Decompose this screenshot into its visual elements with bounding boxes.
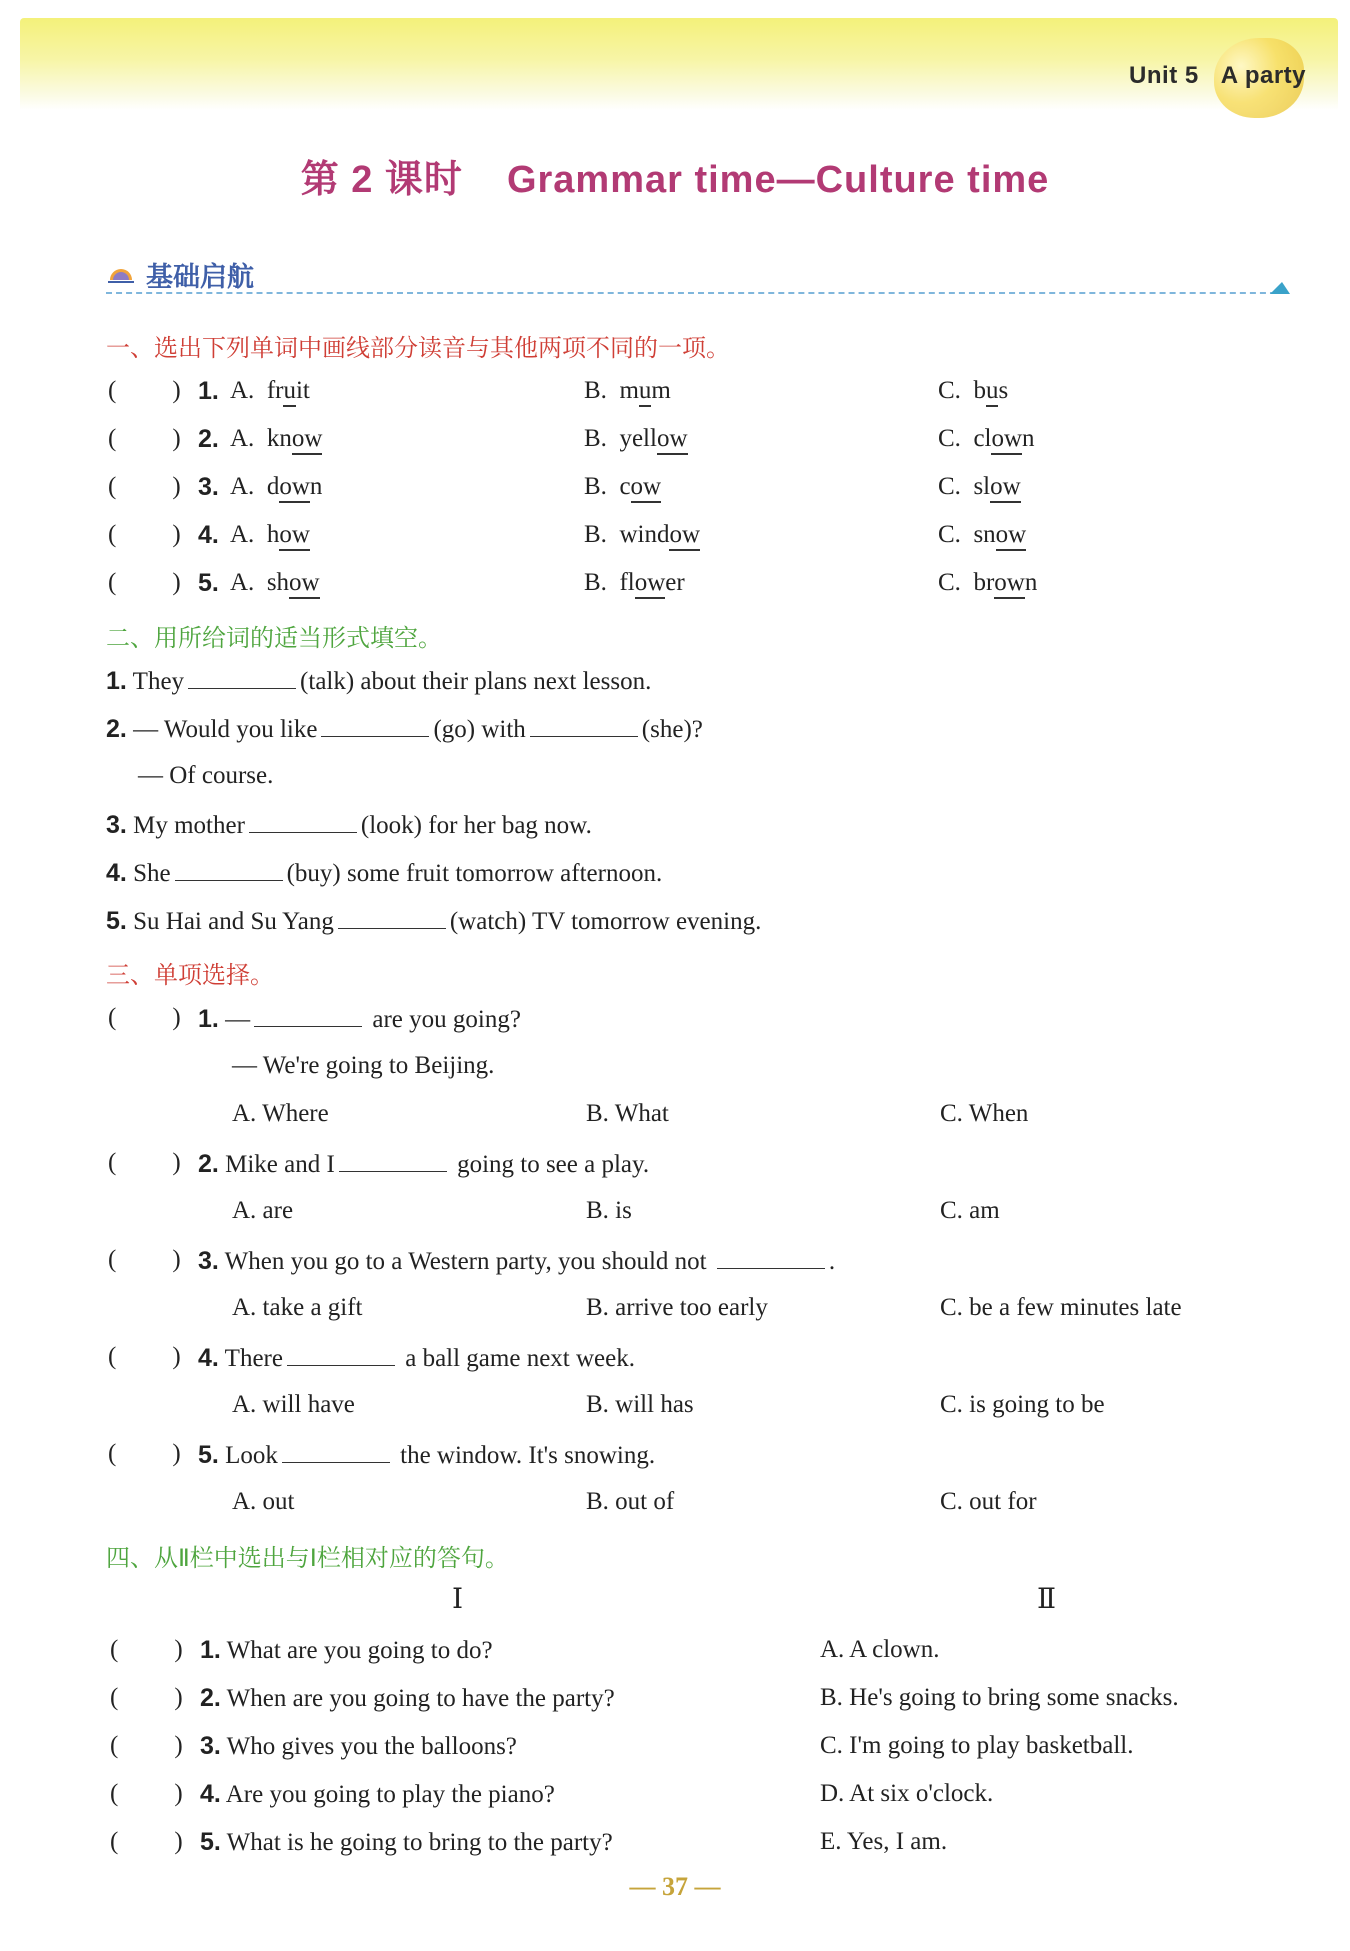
answer-paren[interactable]: ( ) xyxy=(108,569,181,596)
option-c: C. am xyxy=(940,1197,1000,1224)
answer-paren[interactable]: ( ) xyxy=(108,1149,181,1176)
q4-heading: 四、从Ⅱ栏中选出与Ⅰ栏相对应的答句。 xyxy=(106,1544,509,1572)
answer-paren[interactable]: ( ) xyxy=(108,521,181,548)
option-a: A. Where xyxy=(232,1100,329,1127)
column-1-heading: Ⅰ xyxy=(452,1584,464,1615)
option-c: C. is going to be xyxy=(940,1391,1105,1418)
q2-line-2b: — Of course. xyxy=(138,762,274,789)
q4-left-3: 3. Who gives you the balloons? xyxy=(200,1732,517,1760)
answer-paren[interactable]: ( ) xyxy=(108,425,181,452)
option-c: C. be a few minutes late xyxy=(940,1294,1182,1321)
answer-paren[interactable]: ( ) xyxy=(108,473,181,500)
option-a: A. show xyxy=(230,569,320,597)
option-a: A. know xyxy=(230,425,322,453)
answer-paren[interactable]: ( ) xyxy=(110,1684,183,1711)
answer-paren[interactable]: ( ) xyxy=(108,1246,181,1273)
arrow-end-icon xyxy=(1268,276,1294,298)
option-b: B. cow xyxy=(584,473,661,501)
option-c: C. clown xyxy=(938,425,1035,453)
option-b: B. mum xyxy=(584,377,671,405)
option-a: A. will have xyxy=(232,1391,355,1418)
unit-label: Unit 5 A party xyxy=(1129,62,1306,89)
fill-blank[interactable] xyxy=(254,1004,362,1027)
option-c: C. bus xyxy=(938,377,1008,405)
answer-paren[interactable]: ( ) xyxy=(110,1636,183,1663)
section-divider xyxy=(106,292,1286,294)
option-b: B. window xyxy=(584,521,700,549)
option-a: A. down xyxy=(230,473,322,501)
q4-right-e: E. Yes, I am. xyxy=(820,1828,948,1855)
option-b: B. will has xyxy=(586,1391,694,1418)
item-number: 2. xyxy=(198,425,219,453)
lesson-title: 第 2 课时 Grammar time—Culture time xyxy=(300,159,1050,201)
fill-blank[interactable] xyxy=(282,1440,390,1463)
fill-blank[interactable] xyxy=(188,666,296,689)
q4-right-a: A. A clown. xyxy=(820,1636,940,1663)
q4-right-d: D. At six o'clock. xyxy=(820,1780,994,1807)
section-title: 基础启航 xyxy=(146,262,254,293)
option-c: C. out for xyxy=(940,1488,1037,1515)
fill-blank[interactable] xyxy=(339,1149,447,1172)
q2-heading: 二、用所给词的适当形式填空。 xyxy=(106,624,442,652)
column-2-heading: Ⅱ xyxy=(1037,1584,1057,1615)
option-c: C. snow xyxy=(938,521,1026,549)
fill-blank[interactable] xyxy=(717,1246,825,1269)
q1-heading: 一、选出下列单词中画线部分读音与其他两项不同的一项。 xyxy=(106,334,730,362)
item-number: 1. xyxy=(198,377,219,405)
q3-item-2-stem: 2. Mike and I going to see a play. xyxy=(198,1150,650,1178)
option-b: B. What xyxy=(586,1100,669,1127)
page-number: — 37 — xyxy=(629,1872,721,1901)
answer-paren[interactable]: ( ) xyxy=(110,1828,183,1855)
answer-paren[interactable]: ( ) xyxy=(108,1004,181,1031)
answer-paren[interactable]: ( ) xyxy=(110,1780,183,1807)
option-b: B. yellow xyxy=(584,425,688,453)
q4-left-4: 4. Are you going to play the piano? xyxy=(200,1780,555,1808)
q2-line-4: 4. She (buy) some fruit tomorrow afternoon. xyxy=(106,859,663,887)
q2-line-2: 2. — Would you like (go) with (she)? xyxy=(106,715,703,743)
option-a: A. how xyxy=(230,521,310,549)
answer-paren[interactable]: ( ) xyxy=(108,1343,181,1370)
option-b: B. out of xyxy=(586,1488,675,1515)
item-number: 5. xyxy=(198,569,219,597)
item-number: 3. xyxy=(198,473,219,501)
fill-blank[interactable] xyxy=(175,858,283,881)
fill-blank[interactable] xyxy=(249,810,357,833)
fill-blank[interactable] xyxy=(530,714,638,737)
item-number: 4. xyxy=(198,521,219,549)
answer-paren[interactable]: ( ) xyxy=(108,1440,181,1467)
q3-item-5-stem: 5. Look the window. It's snowing. xyxy=(198,1441,656,1469)
q4-right-c: C. I'm going to play basketball. xyxy=(820,1732,1134,1759)
q3-heading: 三、单项选择。 xyxy=(106,961,274,989)
q2-line-3: 3. My mother (look) for her bag now. xyxy=(106,811,592,839)
fill-blank[interactable] xyxy=(287,1343,395,1366)
fill-blank[interactable] xyxy=(338,906,446,929)
option-c: C. slow xyxy=(938,473,1021,501)
option-b: B. arrive too early xyxy=(586,1294,768,1321)
option-a: A. fruit xyxy=(230,377,310,405)
q4-left-5: 5. What is he going to bring to the party? xyxy=(200,1828,613,1856)
answer-paren[interactable]: ( ) xyxy=(110,1732,183,1759)
q3-item-1-stem: 1. — are you going? xyxy=(198,1005,521,1033)
q2-line-5: 5. Su Hai and Su Yang (watch) TV tomorrow evening. xyxy=(106,907,762,935)
q4-right-b: B. He's going to bring some snacks. xyxy=(820,1684,1179,1711)
option-a: A. out xyxy=(232,1488,295,1515)
option-a: A. are xyxy=(232,1197,294,1224)
q4-left-2: 2. When are you going to have the party? xyxy=(200,1684,615,1712)
option-a: A. take a gift xyxy=(232,1294,363,1321)
answer-paren[interactable]: ( ) xyxy=(108,377,181,404)
q2-line-1: 1. They (talk) about their plans next lesson. xyxy=(106,667,652,695)
q3-item-3-stem: 3. When you go to a Western party, you should not . xyxy=(198,1247,836,1275)
option-c: C. When xyxy=(940,1100,1029,1127)
fill-blank[interactable] xyxy=(321,714,429,737)
option-c: C. brown xyxy=(938,569,1037,597)
sunrise-icon xyxy=(106,260,136,286)
option-b: B. flower xyxy=(584,569,685,597)
q3-item-1-line2: — We're going to Beijing. xyxy=(232,1052,495,1079)
q4-left-1: 1. What are you going to do? xyxy=(200,1636,493,1664)
option-b: B. is xyxy=(586,1197,632,1224)
q3-item-4-stem: 4. There a ball game next week. xyxy=(198,1344,635,1372)
